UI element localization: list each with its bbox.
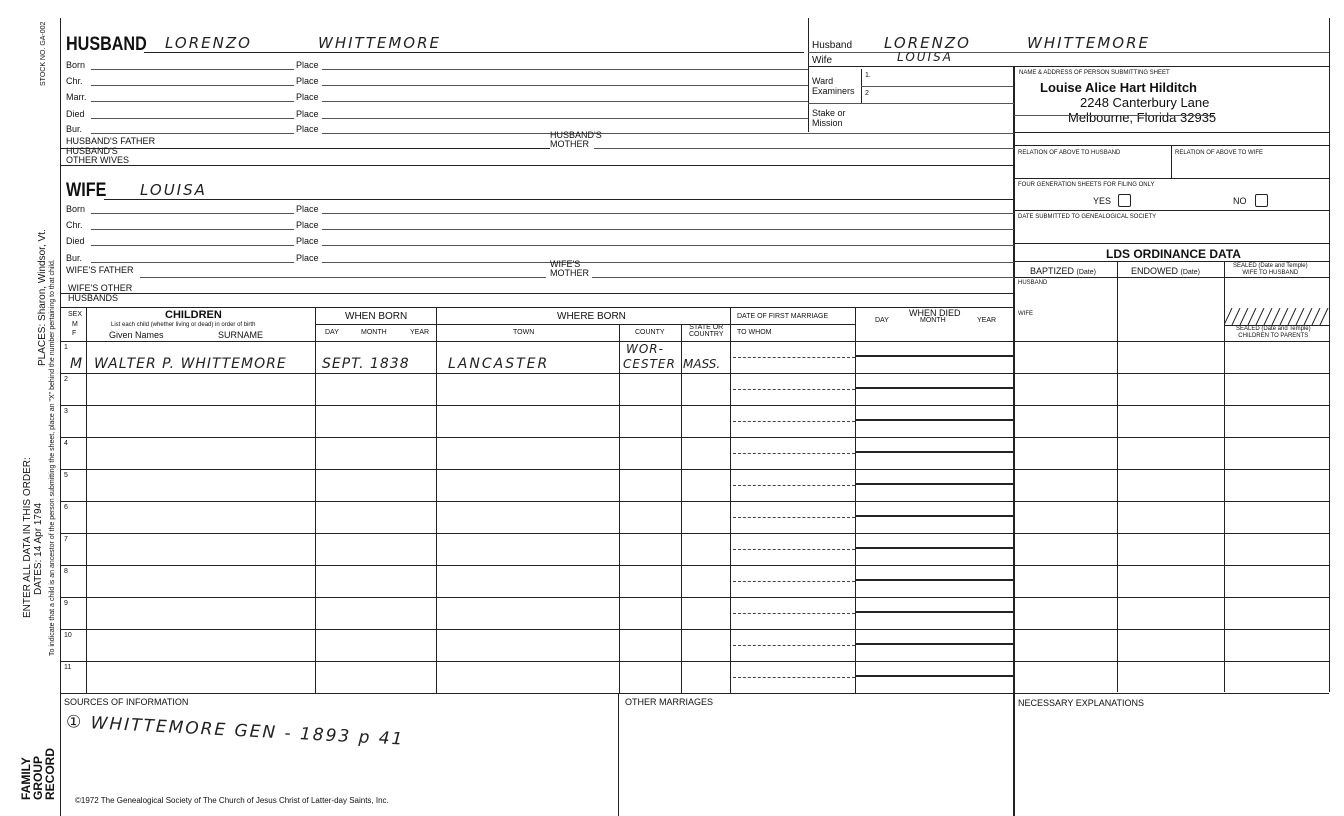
four-gen-label: FOUR GENERATION SHEETS FOR FILING ONLY (1018, 182, 1155, 188)
wife-died-label: Died (66, 236, 85, 246)
no-checkbox[interactable] (1255, 194, 1268, 207)
wife-born-label: Born (66, 204, 86, 214)
places-note: PLACES: Sharon, Windsor, Vt. (37, 229, 48, 366)
data-order-note: ENTER ALL DATA IN THIS ORDER: (22, 457, 33, 618)
sex-m-label: M (72, 321, 78, 328)
died-line-4 (855, 451, 1013, 453)
died-line-11 (855, 675, 1013, 677)
wife-other-husbands-line (60, 293, 1014, 294)
rh-husband-label: Husband (812, 40, 853, 51)
wife-died-line (91, 245, 294, 246)
row-number-6: 6 (64, 504, 68, 511)
lds-header-bottom (1014, 277, 1329, 278)
dates-note: DATES: 14 Apr 1794 (33, 502, 44, 595)
children-title: CHILDREN (165, 309, 222, 321)
marriage-dash-10 (733, 645, 855, 646)
husband-marr-place-line (322, 101, 808, 102)
sub-header-line (315, 324, 730, 325)
submitter-address-line (1014, 115, 1214, 116)
husband-section-bottom (60, 165, 1014, 166)
born-month-label: MONTH (361, 329, 387, 336)
record-title: FAMILY GROUP RECORD (19, 747, 57, 800)
husband-chr-place-label: Place (296, 76, 319, 86)
wife-died-place-line (322, 245, 1014, 246)
where-born-label: WHERE BORN (557, 311, 626, 322)
sealed-children-label: SEALED (Date and Temple) CHILDREN TO PARENTS (1236, 326, 1311, 339)
wife-bur-label: Bur. (66, 253, 83, 263)
wifes-other-husbands-label: WIFE'S OTHER HUSBANDS (68, 283, 133, 303)
died-line-6 (855, 515, 1013, 517)
ward-label: Ward (812, 76, 834, 86)
marriage-dash-11 (733, 677, 855, 678)
died-line-3 (855, 419, 1013, 421)
wife-born-place-label: Place (296, 204, 319, 214)
wifes-mother-line (592, 277, 1014, 278)
died-month-label: MONTH (920, 317, 946, 324)
col-when-born (315, 307, 316, 693)
child-1-born: SEPT. 1838 (322, 356, 410, 372)
submitter-name: Louise Alice Hart Hilditch (1040, 80, 1197, 95)
died-line-8 (855, 579, 1013, 581)
husband-born-place-label: Place (296, 60, 319, 70)
stake-mission-label: Stake or Mission (812, 108, 846, 128)
row-line-3 (60, 437, 1329, 438)
rh-husband-surname: WHITTEMORE (1027, 34, 1150, 52)
examiners-label: Examiners (812, 86, 855, 96)
wife-heading: WIFE (66, 180, 107, 201)
husband-born-line (91, 69, 294, 70)
husband-given-name: LORENZO (165, 34, 252, 52)
marriage-header-line (730, 324, 855, 325)
necessary-explanations-label: NECESSARY EXPLANATIONS (1018, 698, 1145, 708)
submitter-label: NAME & ADDRESS OF PERSON SUBMITTING SHEET (1019, 70, 1170, 76)
child-1-sex: M (70, 356, 83, 372)
husband-bur-line (91, 133, 294, 134)
row-number-10: 10 (64, 632, 72, 639)
husband-bur-place-line (322, 133, 1014, 134)
outer-right-border (1329, 18, 1330, 692)
yes-label: YES (1093, 196, 1112, 206)
born-day-label: DAY (325, 329, 339, 336)
relation-bottom (1014, 178, 1329, 179)
sources-entry: ① WHITTEMORE GEN - 1893 p 41 (65, 712, 405, 750)
husband-father-line (60, 148, 550, 149)
died-line-9 (855, 611, 1013, 613)
row-line-4 (60, 469, 1329, 470)
col-sex (86, 307, 87, 693)
died-day-label: DAY (875, 317, 889, 324)
sealed-wife-bottom (1224, 325, 1329, 326)
row-line-6 (60, 533, 1329, 534)
rh-husband-given: LORENZO (884, 34, 971, 52)
wife-given-name: LOUISA (140, 181, 207, 199)
when-born-label: WHEN BORN (345, 311, 408, 322)
husband-marr-label: Marr. (66, 92, 87, 102)
died-line-5 (855, 483, 1013, 485)
husband-marr-place-label: Place (296, 92, 319, 102)
wife-section-bottom (60, 307, 1014, 308)
submitter-city: Melbourne, Florida 32935 (1068, 110, 1217, 125)
child-1-county-1: WOR- (626, 342, 664, 356)
col-where-born (436, 307, 437, 693)
lds-husband-row: HUSBAND (1018, 280, 1048, 286)
husbands-mother-label: HUSBAND'S MOTHER (550, 130, 602, 149)
sealed-wife-label: SEALED (Date and Temple) WIFE TO HUSBAND (1233, 263, 1308, 276)
lds-title: LDS ORDINANCE DATA (1106, 247, 1241, 261)
county-label: COUNTY (635, 329, 665, 336)
table-header-bottom (60, 341, 1329, 342)
husband-surname: WHITTEMORE (318, 34, 441, 52)
to-whom-label: TO WHOM (737, 329, 772, 336)
children-note: List each child (whether living or dead) in order of birth (111, 322, 256, 328)
lds-wife-row: WIFE (1018, 311, 1033, 317)
child-1-town: LANCASTER (448, 356, 550, 372)
marriage-dash-1 (733, 357, 855, 358)
husband-chr-line (91, 85, 294, 86)
rh-husband-line (808, 52, 1329, 53)
stock-number: STOCK NO. GA-002 (40, 21, 47, 86)
date-submitted-bottom (1014, 243, 1329, 244)
date-submitted-label: DATE SUBMITTED TO GENEALOGICAL SOCIETY (1018, 214, 1157, 220)
state-country-label: STATE OR COUNTRY (689, 324, 724, 338)
other-marriages-label: OTHER MARRIAGES (625, 697, 714, 707)
rh-wife-line (808, 66, 1329, 67)
baptized-label: BAPTIZED (Date) (1030, 266, 1096, 276)
town-label: TOWN (513, 329, 535, 336)
copyright: ©1972 The Genealogical Society of The Church of Jesus Christ of Latter-day Saints, Inc. (75, 796, 389, 805)
row-line-7 (60, 565, 1329, 566)
row-number-9: 9 (64, 600, 68, 607)
ancestor-note: To indicate that a child is an ancestor of the person submitting the sheet, place an "X" behind the number pertaining to that child. (49, 259, 56, 656)
row-number-2: 2 (64, 376, 68, 383)
endowed-label: ENDOWED (Date) (1131, 266, 1200, 276)
child-1-name: WALTER P. WHITTEMORE (94, 356, 287, 372)
row-line-9 (60, 629, 1329, 630)
husband-born-place-line (322, 69, 808, 70)
submitter-street: 2248 Canterbury Lane (1080, 95, 1210, 110)
lds-title-line (1014, 261, 1329, 262)
row-number-4: 4 (64, 440, 68, 447)
col-county (619, 324, 620, 693)
row-line-5 (60, 501, 1329, 502)
marriage-dash-2 (733, 389, 855, 390)
marriage-dash-7 (733, 549, 855, 550)
wife-sealed-hatch (1224, 308, 1330, 325)
wife-chr-label: Chr. (66, 220, 83, 230)
col-marriage (730, 307, 731, 693)
row-number-1: 1 (64, 344, 68, 351)
child-1-county-2: CESTER (623, 357, 676, 371)
wife-bur-place-label: Place (296, 253, 319, 263)
submitter-line-1 (1014, 132, 1329, 133)
col-when-died (855, 307, 856, 693)
wifes-father-label: WIFE'S FATHER (66, 265, 134, 275)
sources-label: SOURCES OF INFORMATION (64, 697, 189, 707)
born-year-label: YEAR (410, 329, 430, 336)
husband-marr-line (91, 101, 294, 102)
marriage-dash-9 (733, 613, 855, 614)
surname-label: SURNAME (218, 330, 264, 340)
sex-label: SEX (68, 311, 83, 318)
husband-chr-place-line (322, 85, 808, 86)
row-number-7: 7 (64, 536, 68, 543)
wife-born-line (91, 213, 294, 214)
row-line-8 (60, 597, 1329, 598)
husbands-father-label: HUSBAND'S FATHER (66, 136, 156, 146)
sources-divider (618, 693, 619, 816)
husband-died-place-label: Place (296, 109, 319, 119)
husband-died-label: Died (66, 109, 85, 119)
husband-name-line (144, 52, 804, 53)
died-line-7 (855, 547, 1013, 549)
row-number-11: 11 (64, 664, 72, 671)
relation-divider (1171, 145, 1172, 178)
husbands-mother-line (594, 148, 1014, 149)
died-year-label: YEAR (977, 317, 997, 324)
examiner-1-line (861, 86, 1013, 87)
relation-husband-label: RELATION OF ABOVE TO HUSBAND (1018, 150, 1121, 156)
rh-wife-given: LOUISA (897, 50, 953, 64)
wife-died-place-label: Place (296, 236, 319, 246)
wife-chr-line (91, 229, 294, 230)
marriage-dash-4 (733, 453, 855, 454)
child-1-state: MASS. (683, 357, 721, 371)
husband-born-label: Born (66, 60, 86, 70)
wife-bur-place-line (322, 262, 1014, 263)
husband-chr-label: Chr. (66, 76, 83, 86)
examiner-1: 1. (865, 72, 871, 79)
husband-bur-label: Bur. (66, 124, 83, 134)
husbands-other-wives-label: HUSBAND'S OTHER WIVES (66, 146, 130, 165)
marriage-dash-5 (733, 485, 855, 486)
wife-born-place-line (322, 213, 1014, 214)
no-label: NO (1233, 196, 1247, 206)
died-line-10 (855, 643, 1013, 645)
examiner-2: 2 (865, 90, 869, 97)
row-number-8: 8 (64, 568, 68, 575)
wifes-father-line (140, 277, 546, 278)
yes-checkbox[interactable] (1118, 194, 1131, 207)
four-gen-bottom (1014, 210, 1329, 211)
col-state (681, 324, 682, 693)
row-line-2 (60, 405, 1329, 406)
relation-wife-label: RELATION OF ABOVE TO WIFE (1175, 150, 1264, 156)
examiner-2-line (808, 103, 1014, 104)
row-line-1 (60, 373, 1329, 374)
wife-chr-place-line (322, 229, 1014, 230)
died-line-2 (855, 387, 1013, 389)
row-number-3: 3 (64, 408, 68, 415)
rh-wife-label: Wife (812, 55, 832, 66)
row-line-10 (60, 661, 1329, 662)
husband-heading: HUSBAND (66, 34, 147, 55)
husband-died-place-line (322, 118, 808, 119)
marriage-dash-6 (733, 517, 855, 518)
left-border (60, 18, 61, 816)
when-died-label: WHEN DIED (909, 308, 961, 318)
wife-bur-line (91, 262, 294, 263)
row-number-5: 5 (64, 472, 68, 479)
right-header-border (808, 18, 809, 132)
wifes-mother-label: WIFE'S MOTHER (550, 259, 589, 278)
husband-bur-place-label: Place (296, 124, 319, 134)
marriage-dash-8 (733, 581, 855, 582)
given-names-label: Given Names (109, 330, 164, 340)
wife-chr-place-label: Place (296, 220, 319, 230)
husband-died-line (91, 118, 294, 119)
wife-name-line (104, 199, 1014, 200)
first-marriage-label: DATE OF FIRST MARRIAGE (737, 313, 829, 320)
row-line-11 (60, 693, 1329, 694)
lds-divider-1 (1117, 261, 1118, 692)
died-line-1 (855, 355, 1013, 357)
marriage-dash-3 (733, 421, 855, 422)
sex-f-label: F (72, 330, 77, 337)
